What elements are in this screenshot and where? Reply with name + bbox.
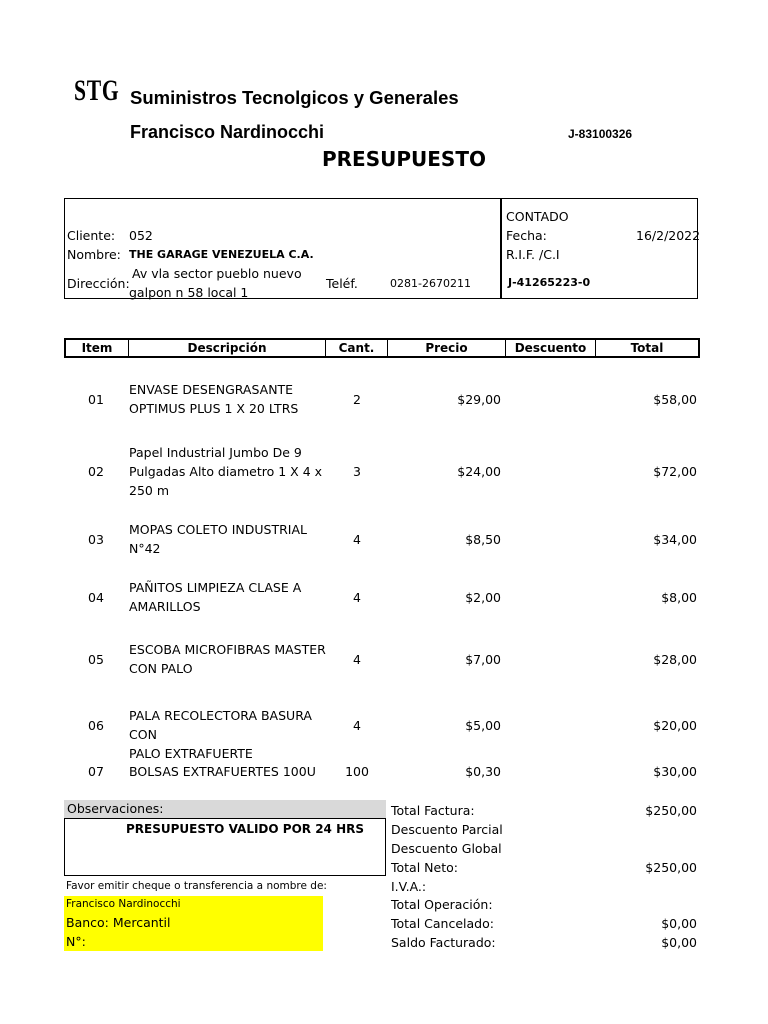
description-line: Pulgadas Alto diametro 1 X 4 x <box>129 464 323 479</box>
total-factura-label: Total Factura: <box>391 803 475 818</box>
row-item-number: 04 <box>88 590 104 605</box>
telefono-label: Teléf. <box>326 276 358 291</box>
direccion-line-2: galpon n 58 local 1 <box>129 285 249 300</box>
row-price: $0,30 <box>465 764 501 779</box>
client-box-divider <box>500 198 502 299</box>
description-line: MOPAS COLETO INDUSTRIAL <box>129 522 307 537</box>
descuento-parcial-label: Descuento Parcial <box>391 822 503 837</box>
description-line: ENVASE DESENGRASANTE <box>129 382 294 397</box>
company-logo: STG <box>74 74 120 107</box>
row-total: $34,00 <box>653 532 697 547</box>
row-quantity: 4 <box>353 718 361 733</box>
header-total: Total <box>630 341 664 355</box>
header-descripcion: Descripción <box>129 340 326 356</box>
direccion-line-1: Av vla sector pueblo nuevo <box>132 266 302 281</box>
row-total: $8,00 <box>661 590 697 605</box>
company-name: Suministros Tecnolgicos y Generales <box>130 87 459 108</box>
row-quantity: 3 <box>353 464 361 479</box>
saldo-facturado-value: $0,00 <box>661 935 697 950</box>
payee-name: Francisco Nardinocchi <box>64 896 323 913</box>
rif-value: J-41265223-0 <box>508 276 591 289</box>
row-quantity: 2 <box>353 392 361 407</box>
description-line: AMARILLOS <box>129 599 201 614</box>
row-quantity: 4 <box>353 532 361 547</box>
description-line: CON PALO <box>129 661 193 676</box>
row-description <box>129 443 329 500</box>
cliente-label: Cliente: <box>67 228 116 243</box>
row-total: $58,00 <box>653 392 697 407</box>
row-price: $8,50 <box>465 532 501 547</box>
total-neto-value: $250,00 <box>645 860 697 875</box>
row-item-number: 03 <box>88 532 104 547</box>
telefono-value: 0281-2670211 <box>390 277 471 290</box>
row-price: $2,00 <box>465 590 501 605</box>
description-line: OPTIMUS PLUS 1 X 20 LTRS <box>129 401 299 416</box>
description-line: 250 m <box>129 483 170 498</box>
row-total: $28,00 <box>653 652 697 667</box>
row-quantity: 100 <box>345 764 369 779</box>
fecha-label: Fecha: <box>506 228 547 243</box>
row-description <box>129 520 329 558</box>
owner-name: Francisco Nardinocchi <box>130 122 325 142</box>
rif-label: R.I.F. /C.I <box>506 247 560 262</box>
row-description <box>129 578 329 616</box>
header-cantidad: Cant. <box>326 340 388 356</box>
row-item-number: 07 <box>88 764 104 779</box>
descuento-global-label: Descuento Global <box>391 841 502 856</box>
account-number: N°: <box>64 932 323 951</box>
row-description <box>129 380 329 418</box>
row-quantity: 4 <box>353 652 361 667</box>
cliente-value: 052 <box>129 228 153 243</box>
description-line: BOLSAS EXTRAFUERTES 100U <box>129 764 316 779</box>
row-total: $30,00 <box>653 764 697 779</box>
description-line: PALO EXTRAFUERTE <box>129 746 253 761</box>
description-line: ESCOBA MICROFIBRAS MASTER <box>129 642 326 657</box>
header-item: Item <box>66 340 129 356</box>
description-line: Papel Industrial Jumbo De 9 <box>129 445 302 460</box>
payment-instruction: Favor emitir cheque o transferencia a nombre de: <box>66 880 327 892</box>
description-line: PALA RECOLECTORA BASURA CON <box>129 708 312 742</box>
row-item-number: 02 <box>88 464 104 479</box>
bank-name: Banco: Mercantil <box>64 913 323 932</box>
company-rif: J-83100326 <box>568 127 633 141</box>
row-price: $7,00 <box>465 652 501 667</box>
saldo-facturado-label: Saldo Facturado: <box>391 935 496 950</box>
row-item-number: 05 <box>88 652 104 667</box>
total-cancelado-label: Total Cancelado: <box>391 916 494 931</box>
description-line: PAÑITOS LIMPIEZA CLASE A <box>129 580 302 595</box>
row-quantity: 4 <box>353 590 361 605</box>
row-total: $20,00 <box>653 718 697 733</box>
observaciones-label: Observaciones: <box>64 800 386 819</box>
row-price: $24,00 <box>457 464 501 479</box>
total-factura-value: $250,00 <box>645 803 697 818</box>
row-total: $72,00 <box>653 464 697 479</box>
items-table-header <box>64 338 700 358</box>
header-descuento: Descuento <box>506 340 596 356</box>
iva-label: I.V.A.: <box>391 879 427 894</box>
document-title: PRESUPUESTO <box>322 147 486 171</box>
row-description <box>129 762 329 781</box>
payment-condition: CONTADO <box>506 209 569 224</box>
description-line: N°42 <box>129 541 161 556</box>
total-neto-label: Total Neto: <box>391 860 458 875</box>
nombre-label: Nombre: <box>67 247 121 262</box>
row-description <box>129 706 329 763</box>
nombre-value: THE GARAGE VENEZUELA C.A. <box>129 248 314 261</box>
header-precio: Precio <box>388 340 506 356</box>
row-item-number: 01 <box>88 392 104 407</box>
row-price: $29,00 <box>457 392 501 407</box>
direccion-label: Dirección: <box>67 276 130 291</box>
total-cancelado-value: $0,00 <box>661 916 697 931</box>
observaciones-note: PRESUPUESTO VALIDO POR 24 HRS <box>126 822 364 836</box>
row-price: $5,00 <box>465 718 501 733</box>
fecha-value: 16/2/2022 <box>636 228 701 243</box>
total-operacion-label: Total Operación: <box>391 897 493 912</box>
row-description <box>129 640 329 678</box>
row-item-number: 06 <box>88 718 104 733</box>
